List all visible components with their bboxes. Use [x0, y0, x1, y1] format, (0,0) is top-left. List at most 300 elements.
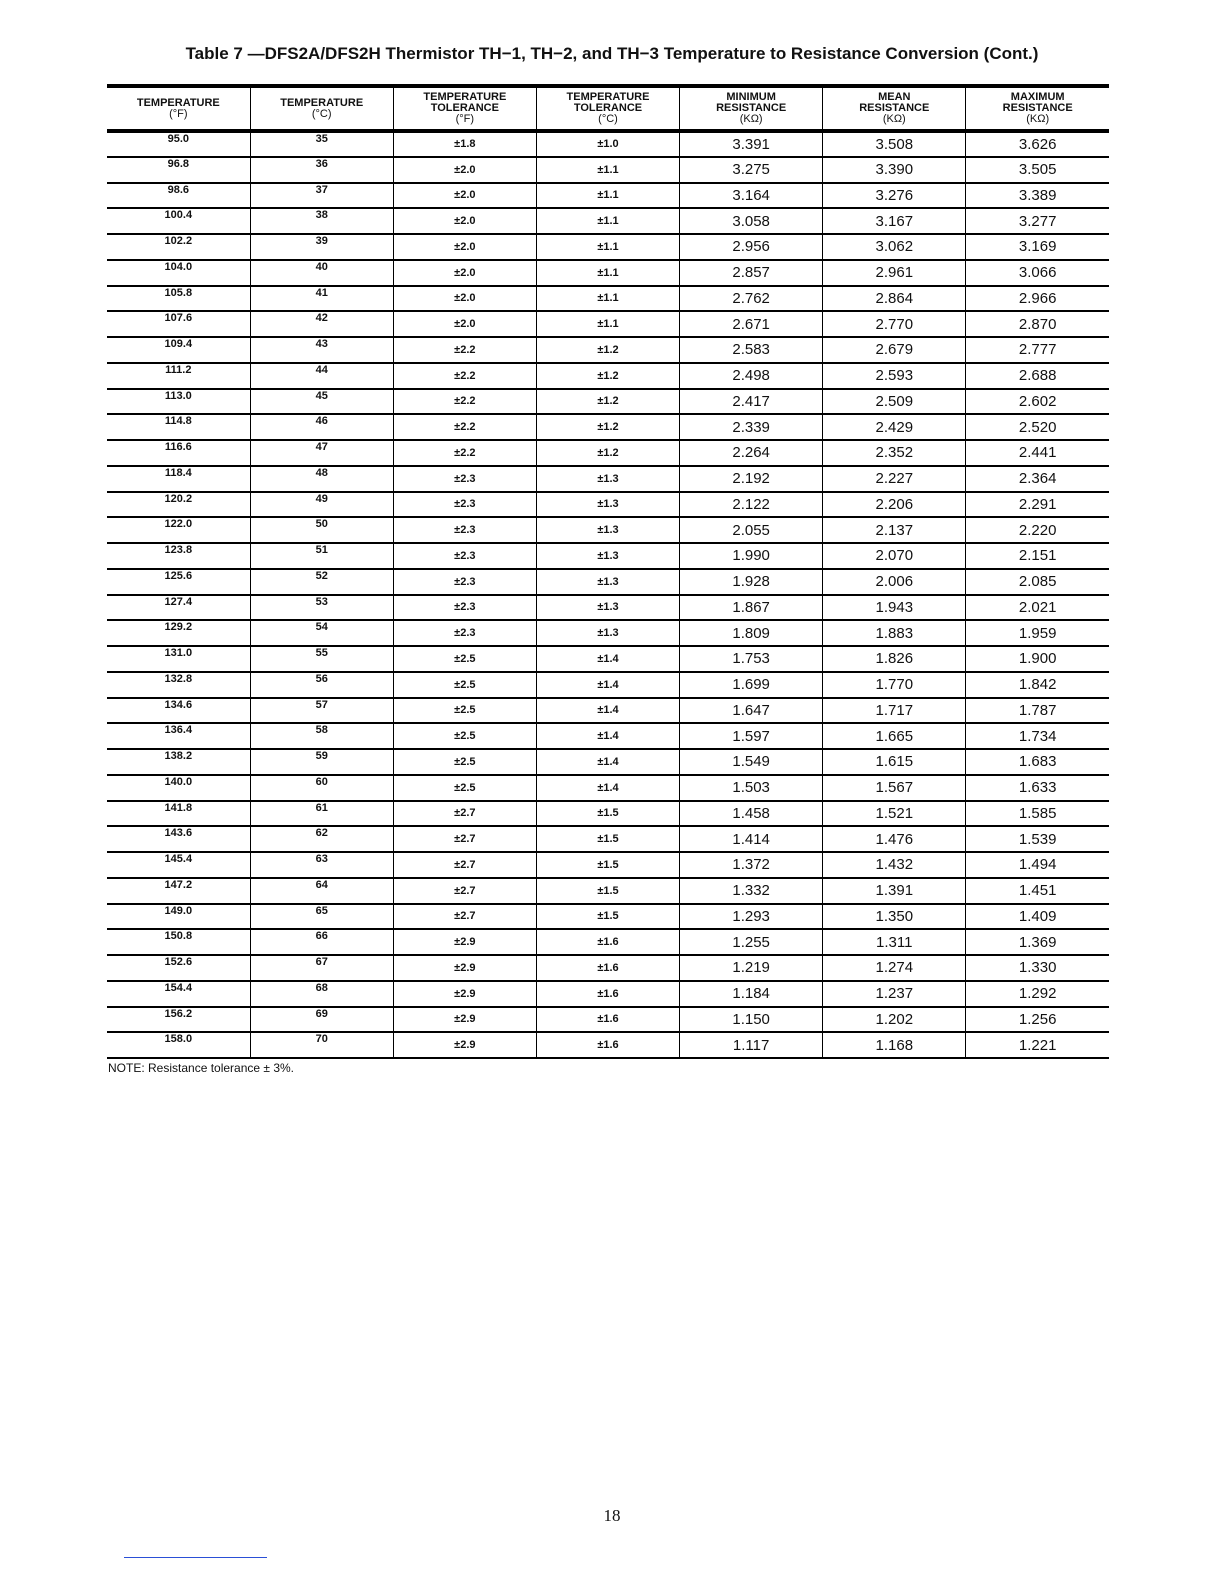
- min-resistance-cell: 1.647: [680, 698, 823, 724]
- temp-f-cell: 109.4: [164, 338, 193, 350]
- temp-f-cell: 132.8: [164, 672, 193, 685]
- temp-f-cell: 141.8: [164, 801, 193, 814]
- column-header-line: TEMPERATURE: [566, 91, 650, 103]
- min-resistance-cell: 2.956: [680, 234, 823, 260]
- temp-c-cell: 58: [250, 723, 393, 749]
- temp-f-cell: 105.8: [164, 286, 193, 299]
- min-resistance-cell: 1.597: [680, 723, 823, 749]
- min-resistance-cell: 1.117: [680, 1032, 823, 1058]
- max-resistance-cell: 2.151: [966, 543, 1109, 569]
- table-row: [107, 981, 1109, 1007]
- temp-c-cell: 44: [250, 363, 393, 389]
- tol-c-cell: ±1.4: [536, 749, 679, 775]
- table-row: [107, 698, 1109, 724]
- column-header-unit: (°C): [598, 113, 618, 125]
- temp-f-cell: 158.0: [164, 1033, 193, 1046]
- max-resistance-cell: 2.291: [966, 492, 1109, 518]
- max-resistance-cell: 2.364: [966, 466, 1109, 492]
- column-header-line: TEMPERATURE: [423, 91, 507, 103]
- table-row: [107, 620, 1109, 646]
- tol-c-cell: ±1.3: [536, 517, 679, 543]
- mean-resistance-cell: 2.006: [823, 569, 966, 595]
- min-resistance-cell: 3.058: [680, 208, 823, 234]
- temp-c-cell: 65: [250, 904, 393, 930]
- temp-f-cell: 123.8: [164, 544, 193, 556]
- tol-f-cell: ±2.5: [393, 749, 536, 775]
- temp-f-cell: 100.4: [164, 209, 193, 222]
- table-row: [107, 389, 1109, 415]
- max-resistance-cell: 3.389: [966, 183, 1109, 209]
- min-resistance-cell: 1.990: [680, 543, 823, 569]
- tol-f-cell: ±2.0: [393, 157, 536, 183]
- temp-c-cell: 35: [250, 131, 393, 157]
- max-resistance-cell: 1.539: [966, 826, 1109, 852]
- temp-c-cell: 41: [250, 286, 393, 312]
- mean-resistance-cell: 1.432: [823, 852, 966, 878]
- tol-c-cell: ±1.6: [536, 1032, 679, 1058]
- table-row: [107, 723, 1109, 749]
- tol-c-cell: ±1.1: [536, 183, 679, 209]
- tol-c-cell: ±1.1: [536, 234, 679, 260]
- tol-f-cell: ±2.0: [393, 286, 536, 312]
- tol-c-cell: ±1.5: [536, 801, 679, 827]
- table-row: [107, 929, 1109, 955]
- temp-f-cell: 136.4: [164, 724, 193, 737]
- tol-c-cell: ±1.3: [536, 569, 679, 595]
- tol-f-cell: ±2.9: [393, 981, 536, 1007]
- temp-c-cell: 47: [250, 440, 393, 466]
- tol-f-cell: ±2.2: [393, 389, 536, 415]
- mean-resistance-cell: 2.864: [823, 286, 966, 312]
- tol-f-cell: ±2.2: [393, 337, 536, 363]
- mean-resistance-cell: 2.509: [823, 389, 966, 415]
- mean-resistance-cell: 1.168: [823, 1032, 966, 1058]
- temp-c-cell: 38: [250, 208, 393, 234]
- tol-c-cell: ±1.5: [536, 852, 679, 878]
- table-row: [107, 183, 1109, 209]
- tol-f-cell: ±2.3: [393, 543, 536, 569]
- temp-f-cell: 150.8: [164, 930, 193, 943]
- temp-f-cell: 122.0: [164, 518, 193, 531]
- temp-c-cell: 70: [250, 1032, 393, 1058]
- temp-c-cell: 54: [250, 620, 393, 646]
- max-resistance-cell: 2.520: [966, 414, 1109, 440]
- tol-f-cell: ±2.9: [393, 929, 536, 955]
- temp-f-cell: 131.0: [164, 647, 193, 659]
- max-resistance-cell: 1.451: [966, 878, 1109, 904]
- table-row: [107, 260, 1109, 286]
- tol-c-cell: ±1.4: [536, 698, 679, 724]
- mean-resistance-cell: 1.202: [823, 1007, 966, 1033]
- tol-f-cell: ±2.3: [393, 569, 536, 595]
- max-resistance-cell: 1.494: [966, 852, 1109, 878]
- table-row: [107, 414, 1109, 440]
- temp-c-cell: 61: [250, 801, 393, 827]
- mean-resistance-cell: 1.883: [823, 620, 966, 646]
- mean-resistance-cell: 1.665: [823, 723, 966, 749]
- temp-c-cell: 68: [250, 981, 393, 1007]
- tol-f-cell: ±2.3: [393, 620, 536, 646]
- tol-f-cell: ±2.7: [393, 852, 536, 878]
- column-header: [823, 86, 966, 131]
- temp-f-cell: 102.2: [164, 235, 193, 247]
- tol-f-cell: ±1.8: [393, 131, 536, 157]
- table-row: [107, 234, 1109, 260]
- temp-c-cell: 51: [250, 543, 393, 569]
- max-resistance-cell: 2.220: [966, 517, 1109, 543]
- min-resistance-cell: 1.549: [680, 749, 823, 775]
- tol-f-cell: ±2.2: [393, 440, 536, 466]
- table-row: [107, 646, 1109, 672]
- temp-c-cell: 60: [250, 775, 393, 801]
- column-header-line: TOLERANCE: [430, 102, 499, 114]
- column-header: [536, 86, 679, 131]
- max-resistance-cell: 2.602: [966, 389, 1109, 415]
- tol-c-cell: ±1.2: [536, 414, 679, 440]
- temp-c-cell: 43: [250, 337, 393, 363]
- table-header: [107, 86, 1109, 131]
- table-row: [107, 440, 1109, 466]
- temp-c-cell: 66: [250, 929, 393, 955]
- tol-c-cell: ±1.1: [536, 208, 679, 234]
- min-resistance-cell: 1.293: [680, 904, 823, 930]
- min-resistance-cell: 1.867: [680, 595, 823, 621]
- tol-c-cell: ±1.4: [536, 775, 679, 801]
- column-header-line: TOLERANCE: [573, 102, 643, 114]
- tol-f-cell: ±2.5: [393, 723, 536, 749]
- tol-c-cell: ±1.4: [536, 646, 679, 672]
- column-header-line: MAXIMUM: [1010, 91, 1065, 103]
- table-row: [107, 157, 1109, 183]
- tol-f-cell: ±2.3: [393, 595, 536, 621]
- mean-resistance-cell: 1.391: [823, 878, 966, 904]
- page-number: 18: [603, 1506, 621, 1525]
- temp-c-cell: 53: [250, 595, 393, 621]
- header-row: [107, 86, 1109, 131]
- temp-c-cell: 69: [250, 1007, 393, 1033]
- tol-c-cell: ±1.6: [536, 981, 679, 1007]
- min-resistance-cell: 2.762: [680, 286, 823, 312]
- tol-f-cell: ±2.5: [393, 672, 536, 698]
- mean-resistance-cell: 1.615: [823, 749, 966, 775]
- table-row: [107, 775, 1109, 801]
- mean-resistance-cell: 1.476: [823, 826, 966, 852]
- temp-f-cell: 147.2: [164, 878, 193, 891]
- max-resistance-cell: 3.505: [966, 157, 1109, 183]
- column-header: [250, 86, 393, 131]
- max-resistance-cell: 1.900: [966, 646, 1109, 672]
- tol-c-cell: ±1.6: [536, 1007, 679, 1033]
- table-row: [107, 749, 1109, 775]
- tol-c-cell: ±1.1: [536, 286, 679, 312]
- tol-c-cell: ±1.5: [536, 904, 679, 930]
- temp-f-cell: 140.0: [164, 775, 193, 788]
- table-row: [107, 543, 1109, 569]
- temp-f-cell: 143.6: [164, 827, 193, 840]
- column-header-unit: (KΩ): [1026, 113, 1050, 125]
- temp-c-cell: 48: [250, 466, 393, 492]
- table-row: [107, 672, 1109, 698]
- column-header-line: RESISTANCE: [1002, 102, 1073, 114]
- max-resistance-cell: 1.683: [966, 749, 1109, 775]
- tol-c-cell: ±1.2: [536, 389, 679, 415]
- mean-resistance-cell: 1.567: [823, 775, 966, 801]
- mean-resistance-cell: 2.352: [823, 440, 966, 466]
- table-row: [107, 878, 1109, 904]
- temp-f-cell: 120.2: [164, 492, 193, 505]
- table-row: [107, 337, 1109, 363]
- tol-c-cell: ±1.5: [536, 878, 679, 904]
- temp-f-cell: 134.6: [164, 698, 193, 711]
- table-row: [107, 955, 1109, 981]
- mean-resistance-cell: 2.961: [823, 260, 966, 286]
- mean-resistance-cell: 3.508: [823, 131, 966, 157]
- max-resistance-cell: 1.221: [966, 1032, 1109, 1058]
- temp-f-cell: 104.0: [164, 260, 193, 273]
- temp-f-cell: 114.8: [164, 415, 192, 428]
- tol-f-cell: ±2.9: [393, 1032, 536, 1058]
- tol-c-cell: ±1.6: [536, 929, 679, 955]
- tol-f-cell: ±2.3: [393, 517, 536, 543]
- min-resistance-cell: 1.414: [680, 826, 823, 852]
- mean-resistance-cell: 1.770: [823, 672, 966, 698]
- max-resistance-cell: 2.870: [966, 311, 1109, 337]
- mean-resistance-cell: 1.943: [823, 595, 966, 621]
- tol-f-cell: ±2.9: [393, 1007, 536, 1033]
- tol-c-cell: ±1.1: [536, 157, 679, 183]
- mean-resistance-cell: 2.770: [823, 311, 966, 337]
- max-resistance-cell: 1.330: [966, 955, 1109, 981]
- mean-resistance-cell: 2.593: [823, 363, 966, 389]
- max-resistance-cell: 1.633: [966, 775, 1109, 801]
- min-resistance-cell: 1.255: [680, 929, 823, 955]
- max-resistance-cell: 3.066: [966, 260, 1109, 286]
- min-resistance-cell: 1.184: [680, 981, 823, 1007]
- tol-c-cell: ±1.6: [536, 955, 679, 981]
- tol-f-cell: ±2.2: [393, 414, 536, 440]
- temp-c-cell: 46: [250, 414, 393, 440]
- mean-resistance-cell: 2.227: [823, 466, 966, 492]
- table-row: [107, 363, 1109, 389]
- mean-resistance-cell: 1.237: [823, 981, 966, 1007]
- mean-resistance-cell: 1.350: [823, 904, 966, 930]
- table-row: [107, 517, 1109, 543]
- temp-f-cell: 118.4: [164, 466, 192, 479]
- tol-f-cell: ±2.0: [393, 260, 536, 286]
- temp-c-cell: 62: [250, 826, 393, 852]
- tol-c-cell: ±1.3: [536, 543, 679, 569]
- min-resistance-cell: 1.809: [680, 620, 823, 646]
- tol-c-cell: ±1.1: [536, 260, 679, 286]
- table-row: [107, 904, 1109, 930]
- temp-c-cell: 56: [250, 672, 393, 698]
- max-resistance-cell: 1.292: [966, 981, 1109, 1007]
- temp-c-cell: 49: [250, 492, 393, 518]
- min-resistance-cell: 2.498: [680, 363, 823, 389]
- max-resistance-cell: 2.085: [966, 569, 1109, 595]
- table-row: [107, 492, 1109, 518]
- max-resistance-cell: 1.734: [966, 723, 1109, 749]
- temp-c-cell: 52: [250, 569, 393, 595]
- tol-c-cell: ±1.4: [536, 672, 679, 698]
- table-row: [107, 569, 1109, 595]
- min-resistance-cell: 2.264: [680, 440, 823, 466]
- tol-c-cell: ±1.3: [536, 595, 679, 621]
- tol-f-cell: ±2.5: [393, 775, 536, 801]
- max-resistance-cell: 1.842: [966, 672, 1109, 698]
- column-header-line: TEMPERATURE: [280, 96, 364, 109]
- table-row: [107, 466, 1109, 492]
- temp-f-cell: 98.6: [167, 183, 190, 196]
- tol-f-cell: ±2.9: [393, 955, 536, 981]
- max-resistance-cell: 3.277: [966, 208, 1109, 234]
- temp-f-cell: 107.6: [164, 312, 193, 325]
- temp-f-cell: 116.6: [164, 441, 192, 453]
- temp-c-cell: 37: [250, 183, 393, 209]
- tol-c-cell: ±1.4: [536, 723, 679, 749]
- temp-c-cell: 59: [250, 749, 393, 775]
- min-resistance-cell: 1.928: [680, 569, 823, 595]
- tol-f-cell: ±2.0: [393, 311, 536, 337]
- link-underline[interactable]: [124, 1557, 267, 1558]
- temp-c-cell: 45: [250, 389, 393, 415]
- max-resistance-cell: 1.256: [966, 1007, 1109, 1033]
- table-row: [107, 1032, 1109, 1058]
- max-resistance-cell: 2.021: [966, 595, 1109, 621]
- max-resistance-cell: 2.688: [966, 363, 1109, 389]
- min-resistance-cell: 1.503: [680, 775, 823, 801]
- tol-c-cell: ±1.5: [536, 826, 679, 852]
- temp-f-cell: 145.4: [164, 853, 193, 865]
- mean-resistance-cell: 1.717: [823, 698, 966, 724]
- min-resistance-cell: 2.583: [680, 337, 823, 363]
- temp-c-cell: 36: [250, 157, 393, 183]
- tol-f-cell: ±2.2: [393, 363, 536, 389]
- tol-f-cell: ±2.3: [393, 492, 536, 518]
- tol-c-cell: ±1.0: [536, 131, 679, 157]
- column-header-line: RESISTANCE: [859, 102, 930, 114]
- mean-resistance-cell: 1.826: [823, 646, 966, 672]
- tol-c-cell: ±1.2: [536, 337, 679, 363]
- temp-f-cell: 113.0: [164, 389, 192, 402]
- max-resistance-cell: 3.169: [966, 234, 1109, 260]
- tol-c-cell: ±1.2: [536, 440, 679, 466]
- column-header: [966, 86, 1109, 131]
- tol-c-cell: ±1.1: [536, 311, 679, 337]
- mean-resistance-cell: 2.137: [823, 517, 966, 543]
- max-resistance-cell: 3.626: [966, 131, 1109, 157]
- table-body: [107, 131, 1109, 1058]
- tol-f-cell: ±2.0: [393, 234, 536, 260]
- tol-f-cell: ±2.5: [393, 646, 536, 672]
- mean-resistance-cell: 1.274: [823, 955, 966, 981]
- tol-f-cell: ±2.7: [393, 878, 536, 904]
- table-note: NOTE: Resistance tolerance ± 3%.: [108, 1061, 294, 1075]
- tol-f-cell: ±2.7: [393, 904, 536, 930]
- mean-resistance-cell: 3.167: [823, 208, 966, 234]
- column-header-unit: (°C): [311, 107, 332, 120]
- max-resistance-cell: 1.369: [966, 929, 1109, 955]
- min-resistance-cell: 2.417: [680, 389, 823, 415]
- temp-f-cell: 96.8: [167, 157, 190, 170]
- table-row: [107, 595, 1109, 621]
- max-resistance-cell: 2.441: [966, 440, 1109, 466]
- max-resistance-cell: 2.966: [966, 286, 1109, 312]
- min-resistance-cell: 2.857: [680, 260, 823, 286]
- min-resistance-cell: 3.164: [680, 183, 823, 209]
- tol-c-cell: ±1.3: [536, 466, 679, 492]
- table-row: [107, 826, 1109, 852]
- temp-f-cell: 127.4: [164, 595, 193, 608]
- tol-f-cell: ±2.0: [393, 183, 536, 209]
- temp-f-cell: 156.2: [164, 1007, 193, 1020]
- tol-f-cell: ±2.0: [393, 208, 536, 234]
- mean-resistance-cell: 2.679: [823, 337, 966, 363]
- min-resistance-cell: 2.055: [680, 517, 823, 543]
- temp-f-cell: 138.2: [164, 750, 193, 762]
- mean-resistance-cell: 3.276: [823, 183, 966, 209]
- min-resistance-cell: 1.150: [680, 1007, 823, 1033]
- min-resistance-cell: 1.458: [680, 801, 823, 827]
- mean-resistance-cell: 2.429: [823, 414, 966, 440]
- mean-resistance-cell: 1.311: [823, 929, 966, 955]
- min-resistance-cell: 1.332: [680, 878, 823, 904]
- table-row: [107, 286, 1109, 312]
- column-header-line: MINIMUM: [726, 91, 776, 103]
- mean-resistance-cell: 2.206: [823, 492, 966, 518]
- temp-f-cell: 154.4: [164, 981, 193, 994]
- table-row: [107, 208, 1109, 234]
- temp-f-cell: 152.6: [164, 956, 193, 968]
- min-resistance-cell: 2.192: [680, 466, 823, 492]
- max-resistance-cell: 1.409: [966, 904, 1109, 930]
- temp-c-cell: 63: [250, 852, 393, 878]
- column-header-unit: (°F): [169, 107, 188, 120]
- mean-resistance-cell: 1.521: [823, 801, 966, 827]
- tol-c-cell: ±1.2: [536, 363, 679, 389]
- table-title: Table 7 —DFS2A/DFS2H Thermistor TH−1, TH−2, and TH−3 Temperature to Resistance Conversion (Cont.): [185, 44, 1039, 63]
- column-header: [107, 86, 250, 131]
- column-header: [393, 86, 536, 131]
- max-resistance-cell: 1.585: [966, 801, 1109, 827]
- temp-c-cell: 64: [250, 878, 393, 904]
- min-resistance-cell: 3.275: [680, 157, 823, 183]
- min-resistance-cell: 1.699: [680, 672, 823, 698]
- min-resistance-cell: 1.372: [680, 852, 823, 878]
- tol-f-cell: ±2.7: [393, 801, 536, 827]
- tol-f-cell: ±2.3: [393, 466, 536, 492]
- min-resistance-cell: 2.671: [680, 311, 823, 337]
- min-resistance-cell: 1.219: [680, 955, 823, 981]
- tol-f-cell: ±2.7: [393, 826, 536, 852]
- column-header: [680, 86, 823, 131]
- mean-resistance-cell: 3.390: [823, 157, 966, 183]
- conversion-table: [107, 84, 1109, 1059]
- min-resistance-cell: 1.753: [680, 646, 823, 672]
- column-header-unit: (KΩ): [882, 113, 906, 125]
- temp-f-cell: 111.2: [165, 363, 192, 376]
- column-header-line: MEAN: [878, 91, 911, 103]
- temp-c-cell: 67: [250, 955, 393, 981]
- table-row: [107, 1007, 1109, 1033]
- temp-c-cell: 39: [250, 234, 393, 260]
- table-row: [107, 131, 1109, 157]
- min-resistance-cell: 3.391: [680, 131, 823, 157]
- max-resistance-cell: 1.787: [966, 698, 1109, 724]
- column-header-line: TEMPERATURE: [136, 96, 220, 109]
- tol-c-cell: ±1.3: [536, 620, 679, 646]
- min-resistance-cell: 2.122: [680, 492, 823, 518]
